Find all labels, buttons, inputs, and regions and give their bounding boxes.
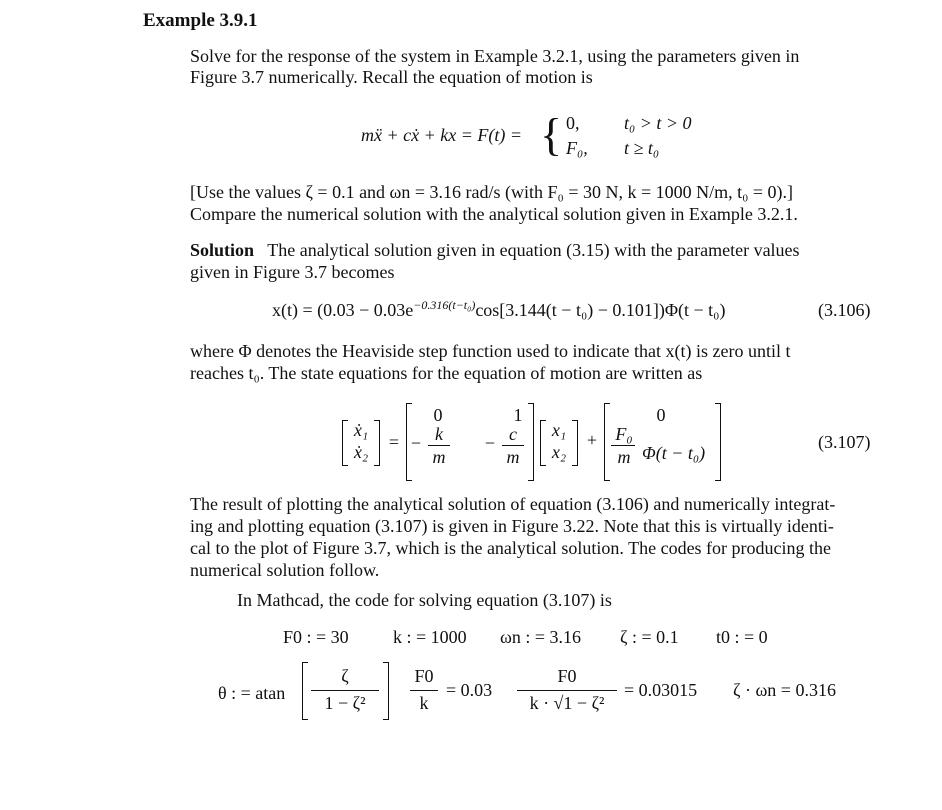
m22-frac-line (502, 445, 524, 446)
theta-num: ζ (341, 666, 349, 686)
mathcad-zeta: ζ : = 0.1 (620, 627, 679, 647)
m22-num: c (509, 424, 517, 444)
intro-line-1: Solve for the response of the system in Example 3.2.1, using the parameters given in (190, 46, 800, 66)
ratio-frac-line (410, 690, 438, 691)
x-bracket-right (572, 420, 578, 466)
x2: x₂ (551, 442, 567, 462)
theta-den: 1 − ζ² (324, 693, 366, 713)
f2-den: m (617, 447, 631, 467)
f2-num: F₀ (615, 424, 633, 444)
x1dot: ẋ₁ (353, 420, 369, 440)
solution-line-1: The analytical solution given in equation (3.15) with the parameter values (267, 240, 800, 260)
mathcad-line: In Mathcad, the code for solving equation (3.107) is (237, 590, 612, 610)
result-line-1: The result of plotting the analytical solution of equation (3.106) and numerically integrat- (190, 494, 836, 514)
eq107-number: (3.107) (818, 432, 871, 452)
theta-bracket-left (302, 662, 308, 720)
eom-case1-value: 0, (566, 113, 580, 133)
solution-paragraph (190, 240, 800, 261)
example-heading: Example 3.9.1 (143, 10, 258, 31)
result-line-3: cal to the plot of Figure 3.7, which is the analytical solution. The codes for producing the (190, 538, 832, 558)
ratio-den: k (419, 693, 429, 713)
solution-line-2: given in Figure 3.7 becomes (190, 262, 395, 282)
eq-3-106 (272, 300, 725, 321)
compare-line: Compare the numerical solution with the analytical solution given in Example 3.2.1. (190, 204, 798, 224)
result-line-4: numerical solution follow. (190, 560, 380, 580)
eq106-number: (3.106) (818, 300, 871, 320)
f1: 0 (656, 405, 666, 425)
zeta-wn: ζ · ωn = 0.316 (733, 680, 836, 700)
eom-case1-cond: t₀ > t > 0 (624, 113, 692, 133)
m11: 0 (433, 405, 443, 425)
mathcad-t0: t0 : = 0 (716, 627, 768, 647)
m21-minus: − (410, 433, 422, 453)
eom-case2-value: F₀, (566, 138, 588, 158)
result-line-2: ing and plotting equation (3.107) is given in Figure 3.22. Note that this is virtually identi- (190, 516, 834, 536)
amp-den: k · √1 − ζ² (529, 693, 605, 713)
amp-frac-line (517, 690, 617, 691)
x1: x₁ (551, 420, 567, 440)
eq106-body: x(t) = (0.03 − 0.03e (272, 300, 414, 320)
mathcad-theta-lhs: θ : = atan (218, 683, 286, 703)
ratio-num: F0 (414, 666, 434, 686)
m21-den: m (432, 447, 446, 467)
ratio-result: = 0.03 (446, 680, 493, 700)
eq107-plus: + (586, 430, 598, 450)
theta-bracket-right (383, 662, 389, 720)
eq106-tail: cos[3.144(t − t₀) − 0.101])Φ(t − t₀) (475, 300, 726, 320)
amp-result: = 0.03015 (624, 680, 698, 700)
xdot-bracket-right (374, 420, 380, 466)
f2-frac-line (611, 445, 635, 446)
f-bracket-right (715, 403, 721, 481)
f2-tail: Φ(t − t₀) (642, 443, 706, 463)
mathcad-wn: ωn : = 3.16 (500, 627, 581, 647)
matrix-bracket-right (528, 403, 534, 481)
solution-label: Solution (190, 240, 255, 260)
where-line-2: reaches t₀. The state equations for the equation of motion are written as (190, 363, 703, 383)
m21-frac-line (428, 445, 450, 446)
eom-case2-cond: t ≥ t₀ (624, 138, 660, 158)
m22-minus: − (484, 433, 496, 453)
m12: 1 (513, 405, 523, 425)
params-line: [Use the values ζ = 0.1 and ωn = 3.16 rad/s (with F₀ = 30 N, k = 1000 N/m, t₀ = 0).] (190, 182, 794, 202)
eom-brace: { (540, 109, 563, 160)
where-line-1: where Φ denotes the Heaviside step function used to indicate that x(t) is zero until t (190, 341, 791, 361)
m22-den: m (506, 447, 520, 467)
m21-num: k (435, 424, 443, 444)
eom-lhs: mẍ + cẋ + kx = F(t) = (361, 125, 523, 145)
mathcad-k: k : = 1000 (393, 627, 467, 647)
eq107-equals: = (388, 432, 400, 452)
mathcad-F0: F0 : = 30 (283, 627, 349, 647)
x2dot: ẋ₂ (353, 442, 369, 462)
amp-num: F0 (557, 666, 577, 686)
theta-frac-line (311, 690, 379, 691)
intro-line-2: Figure 3.7 numerically. Recall the equation of motion is (190, 67, 593, 87)
eq106-exponent: −0.316(t−t₀) (413, 298, 476, 312)
